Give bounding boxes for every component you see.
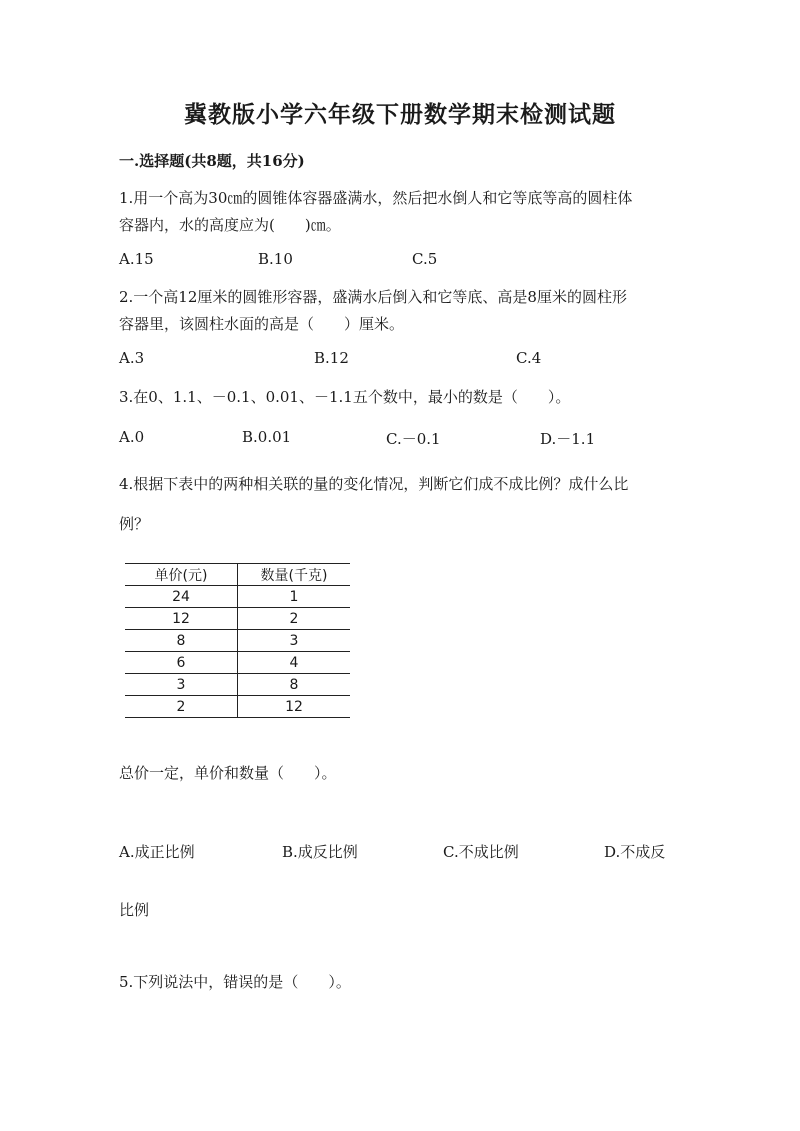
table-cell: 1 bbox=[289, 588, 299, 605]
question-5: 5.下列说法中，错误的是（ ）。 bbox=[119, 973, 351, 991]
question-1 bbox=[119, 185, 689, 239]
page-title: 冀教版小学六年级下册数学期末检测试题 bbox=[184, 101, 616, 128]
question-4-prompt: 总价一定，单价和数量（ ）。 bbox=[119, 764, 337, 782]
question-2 bbox=[119, 284, 689, 338]
question-1-option-c: C.5 bbox=[412, 250, 438, 268]
table-cell: 4 bbox=[289, 654, 299, 671]
table-row bbox=[125, 652, 350, 674]
table-cell: 8 bbox=[289, 676, 299, 693]
question-4-line-1: 4.根据下表中的两种相关联的量的变化情况，判断它们成不成比例？成什么比 bbox=[119, 475, 629, 493]
table-cell: 3 bbox=[125, 674, 238, 696]
table-cell: 8 bbox=[125, 630, 238, 652]
question-4-option-d-wrap: 比例 bbox=[119, 901, 150, 919]
question-4 bbox=[119, 464, 689, 544]
table-cell: 3 bbox=[289, 632, 299, 649]
question-2-option-a: A.3 bbox=[119, 349, 145, 367]
table-row bbox=[125, 586, 350, 608]
table-header-cell: 单价(元) bbox=[125, 564, 238, 586]
question-2-line-2: 容器里，该圆柱水面的高是（ ）厘米。 bbox=[119, 315, 405, 333]
question-2-option-b: B.12 bbox=[314, 349, 349, 367]
question-4-option-d: D.不成反 bbox=[604, 843, 666, 861]
question-3-option-c: C.－0.1 bbox=[386, 430, 441, 448]
question-1-line-2: 容器内，水的高度应为( )㎝。 bbox=[119, 216, 341, 234]
question-4-line-2: 例？ bbox=[119, 515, 150, 533]
table-cell: 24 bbox=[125, 586, 238, 608]
question-2-option-c: C.4 bbox=[516, 349, 542, 367]
question-2-line-1: 2.一个高12厘米的圆锥形容器，盛满水后倒入和它等底、高是8厘米的圆柱形 bbox=[119, 288, 627, 306]
table-row bbox=[125, 608, 350, 630]
question-4-option-c: C.不成比例 bbox=[443, 843, 519, 861]
question-3-option-b: B.0.01 bbox=[242, 428, 292, 446]
table-cell: 12 bbox=[125, 608, 238, 630]
table-cell: 6 bbox=[125, 652, 238, 674]
table-row bbox=[125, 696, 350, 718]
question-1-line-1: 1.用一个高为30㎝的圆锥体容器盛满水，然后把水倒人和它等底等高的圆柱体 bbox=[119, 189, 633, 207]
table-cell: 12 bbox=[285, 698, 303, 715]
section-heading-choice: 一.选择题(共8题，共16分) bbox=[119, 152, 305, 170]
table-header-row bbox=[125, 564, 350, 586]
table-header-cell: 数量(千克) bbox=[260, 567, 328, 584]
question-3: 3.在0、1.1、－0.1、0.01、－1.1五个数中，最小的数是（ ）。 bbox=[119, 388, 571, 406]
table-cell: 2 bbox=[289, 610, 299, 627]
table-row bbox=[125, 630, 350, 652]
question-4-option-b: B.成反比例 bbox=[282, 843, 358, 861]
question-3-option-a: A.0 bbox=[119, 428, 145, 446]
question-1-option-a: A.15 bbox=[119, 250, 154, 268]
table-cell: 2 bbox=[125, 696, 238, 718]
table-row bbox=[125, 674, 350, 696]
price-quantity-table bbox=[125, 563, 350, 718]
question-1-option-b: B.10 bbox=[258, 250, 293, 268]
question-4-option-a: A.成正比例 bbox=[119, 843, 195, 861]
question-3-option-d: D.－1.1 bbox=[540, 430, 596, 448]
